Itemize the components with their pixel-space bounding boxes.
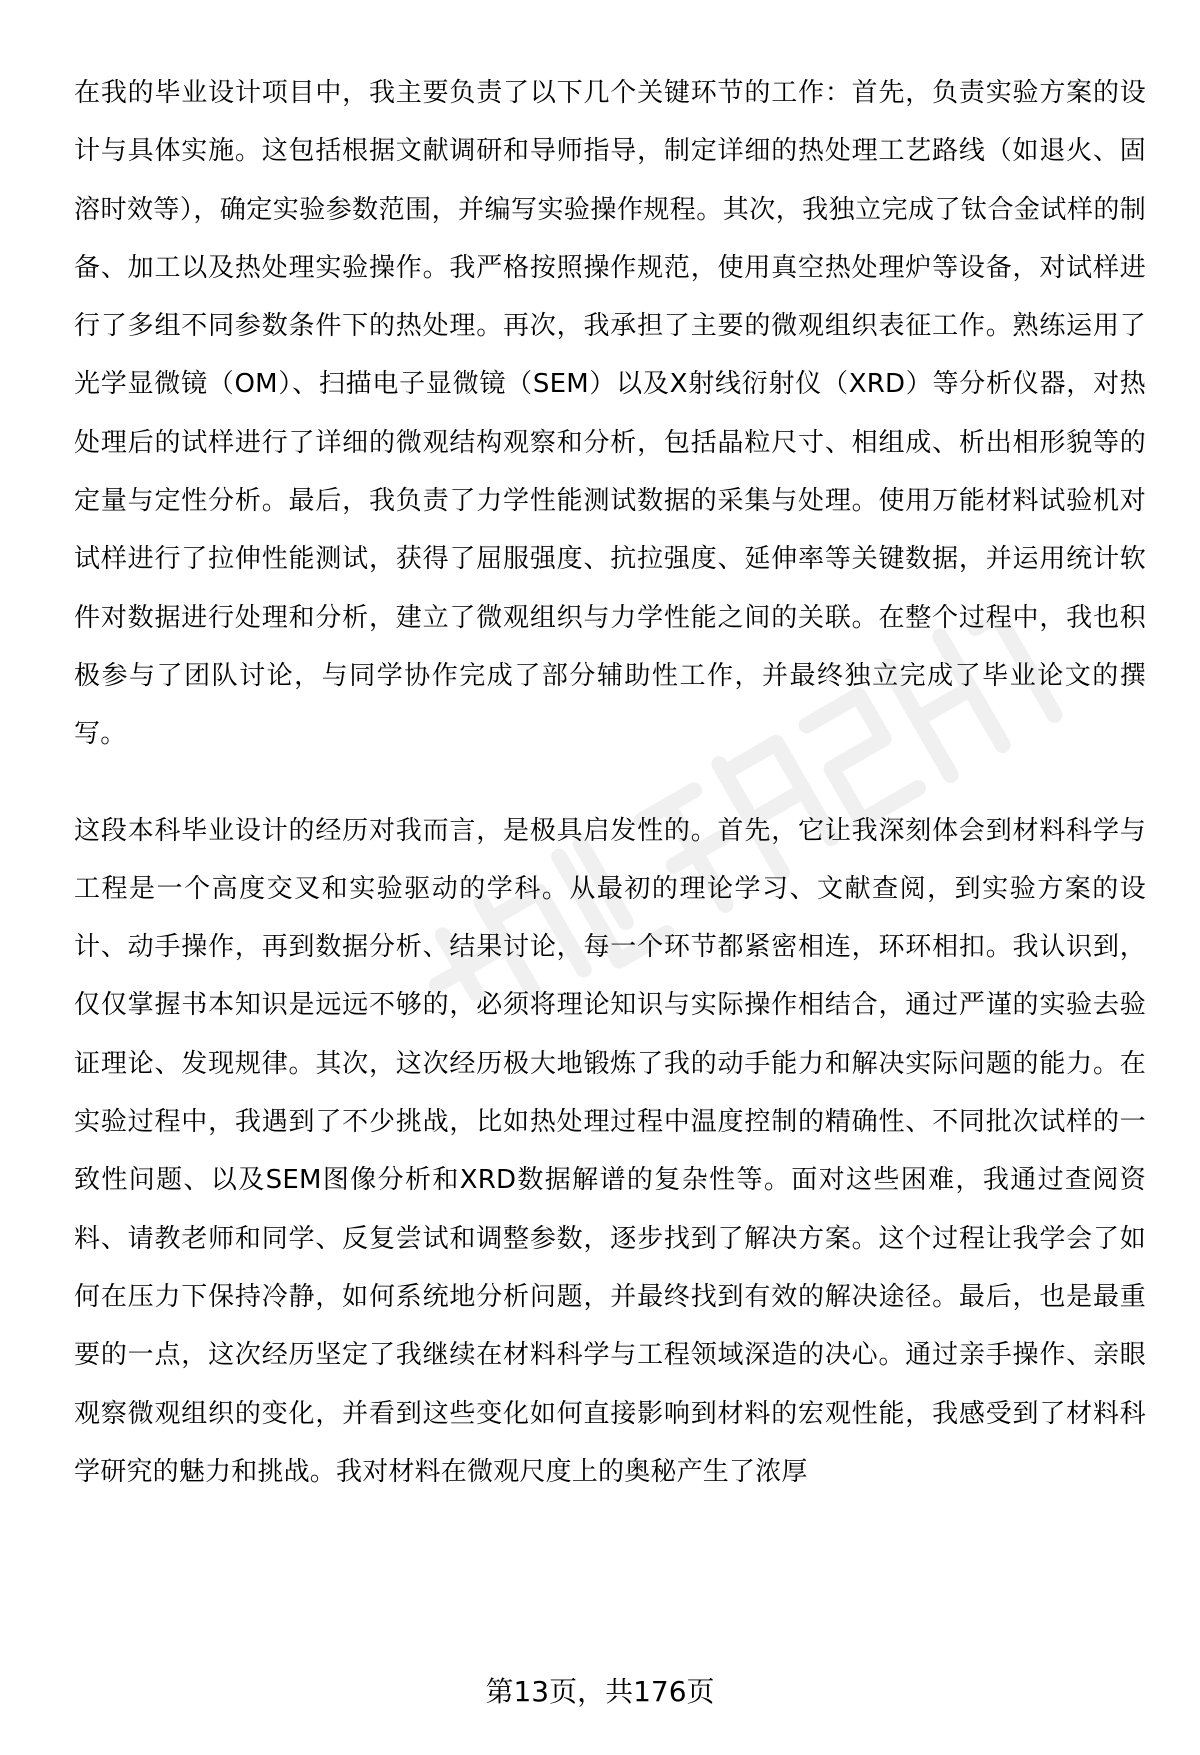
paragraph-responsibilities: 在我的毕业设计项目中，我主要负责了以下几个关键环节的工作：首先，负责实验方案的设计与具体实施。这包括根据文献调研和导师指导，制定详细的热处理工艺路线（如退火、固溶时效等），确定实验参数范围，并编写实验操作规程。其次，我独立完成了钛合金试样的制备、加工以及热处理实验操作。我严格按照操作规范，使用真空热处理炉等设备，对试样进行了多组不同参数条件下的热处理。再次，我承担了主要的微观组织表征工作。熟练运用了光学显微镜（OM）、扫描电子显微镜（SEM）以及X射线衍射仪（XRD）等分析仪器，对热处理后的试样进行了详细的微观结构观察和分析，包括晶粒尺寸、相组成、析出相形貌等的定量与定性分析。最后，我负责了力学性能测试数据的采集与处理。使用万能材料试验机对试样进行了拉伸性能测试，获得了屈服强度、抗拉强度、延伸率等关键数据，并运用统计软件对数据进行处理和分析，建立了微观组织与力学性能之间的关联。在整个过程中，我也积极参与了团队讨论，与同学协作完成了部分辅助性工作，并最终独立完成了毕业论文的撰写。 [74,78,1146,750]
document-body [74,64,1146,1501]
page-number: 第13页，共176页 [485,1675,715,1708]
paragraph-reflection: 这段本科毕业设计的经历对我而言，是极具启发性的。首先，它让我深刻体会到材料科学与工程是一个高度交叉和实验驱动的学科。从最初的理论学习、文献查阅，到实验方案的设计、动手操作，再到数据分析、结果讨论，每一个环节都紧密相连，环环相扣。我认识到，仅仅掌握书本知识是远远不够的，必须将理论知识与实际操作相结合，通过严谨的实验去验证理论、发现规律。其次，这次经历极大地锻炼了我的动手能力和解决实际问题的能力。在实验过程中，我遇到了不少挑战，比如热处理过程中温度控制的精确性、不同批次试样的一致性问题、以及SEM图像分析和XRD数据解谱的复杂性等。面对这些困难，我通过查阅资料、请教老师和同学、反复尝试和调整参数，逐步找到了解决方案。这个过程让我学会了如何在压力下保持冷静，如何系统地分析问题，并最终找到有效的解决途径。最后，也是最重要的一点，这次经历坚定了我继续在材料科学与工程领域深造的决心。通过亲手操作、亲眼观察微观组织的变化，并看到这些变化如何直接影响到材料的宏观性能，我感受到了材料科学研究的魅力和挑战。我对材料在微观尺度上的奥秘产生了浓厚 [74,815,1146,1487]
